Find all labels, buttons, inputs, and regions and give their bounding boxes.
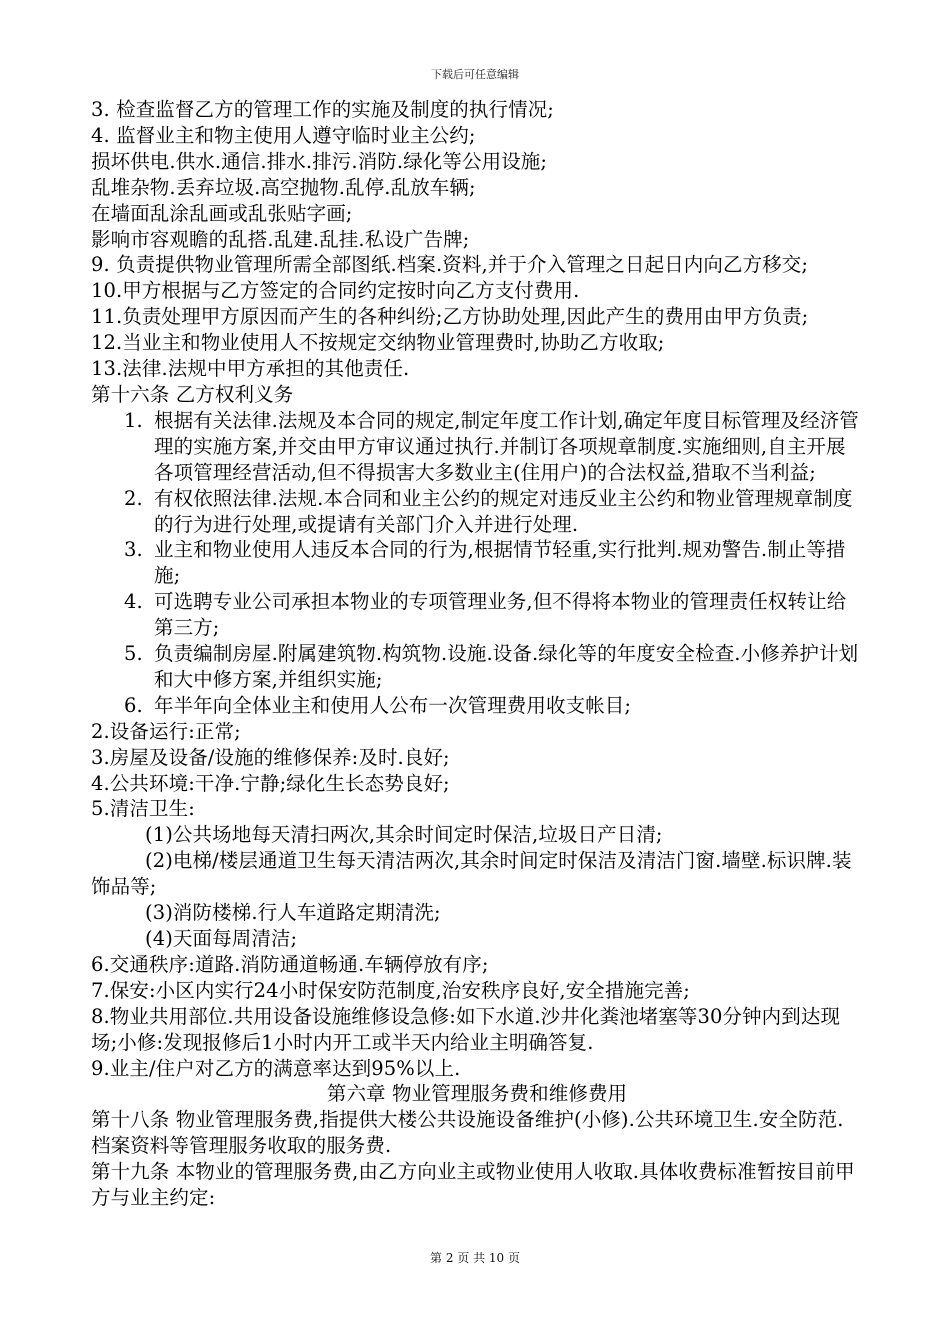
paragraph: 影响市容观瞻的乱搭.乱建.乱挂.私设广告牌; — [91, 227, 470, 251]
list-number: 1. — [124, 408, 143, 432]
list-number: 5. — [124, 642, 143, 666]
cleaning-item: (2)电梯/楼层通道卫生每天清洁两次,其余时间定时保洁及清洁门窗.墙壁.标识牌.装饰品等; — [91, 849, 852, 899]
paragraph: 7.保安:小区内实行24小时保安防范制度,治安秩序良好,安全措施完善; — [91, 978, 690, 1002]
paragraph: 6.交通秩序:道路.消防通道畅通.车辆停放有序; — [91, 952, 489, 976]
list-item — [91, 408, 863, 486]
cleaning-item: (4)天面每周清洁; — [145, 927, 298, 950]
list-item — [91, 589, 863, 641]
paragraph: 9.业主/住户对乙方的满意率达到95%以上. — [91, 1056, 461, 1080]
page-header: 下载后可任意编辑 — [431, 68, 519, 81]
paragraph: 损坏供电.供水.通信.排水.排污.消防.绿化等公用设施; — [91, 149, 548, 173]
paragraph: 11.负责处理甲方原因而产生的各种纠纷;乙方协助处理,因此产生的费用由甲方负责; — [91, 305, 809, 329]
list-number: 4. — [124, 590, 143, 614]
list-number: 2. — [124, 486, 143, 510]
section-heading: 第十六条 乙方权利义务 — [91, 382, 294, 406]
chapter-heading: 第六章 物业管理服务费和维修费用 — [326, 1082, 628, 1106]
paragraph: 乱堆杂物.丢弃垃圾.高空抛物.乱停.乱放车辆; — [91, 175, 476, 199]
page-footer: 第 2 页 共 10 页 — [430, 1251, 520, 1265]
document-body — [91, 97, 863, 1211]
list-item — [91, 641, 863, 693]
paragraph: 在墙面乱涂乱画或乱张贴字画; — [91, 201, 353, 225]
list-item — [91, 537, 863, 589]
paragraph: 第十八条 物业管理服务费,指提供大楼公共设施设备维护(小修).公共环境卫生.安全防范.档案资料等管理服务收取的服务费. — [91, 1108, 844, 1158]
list-text: 业主和物业使用人违反本合同的行为,根据情节轻重,实行批判.规劝警告.制止等措施; — [154, 538, 846, 588]
paragraph: 5.清洁卫生: — [91, 797, 195, 821]
paragraph: 3.房屋及设备/设施的维修保养:及时.良好; — [91, 745, 450, 769]
paragraph: 13.法律.法规中甲方承担的其他责任. — [91, 357, 410, 381]
paragraph: 4. 监督业主和物主使用人遵守临时业主公约; — [91, 123, 476, 147]
list-text: 负责编制房屋.附属建筑物.构筑物.设施.设备.绿化等的年度安全检查.小修养护计划和大中修方案,并组织实施; — [154, 642, 859, 691]
list-text: 年半年向全体业主和使用人公布一次管理费用收支帐目; — [154, 693, 632, 717]
paragraph: 4.公共环境:干净.宁静;绿化生长态势良好; — [91, 771, 450, 795]
paragraph: 2.设备运行:正常; — [91, 719, 241, 743]
paragraph: 3. 检查监督乙方的管理工作的实施及制度的执行情况; — [91, 98, 554, 121]
list-number: 3. — [124, 538, 143, 562]
cleaning-item: (3)消防楼梯.行人车道路定期清洗; — [145, 901, 441, 925]
list-text: 有权依照法律.法规.本合同和业主公约的规定对违反业主公约和物业管理规章制度的行为进行处理,或提请有关部门介入并进行处理. — [154, 486, 853, 536]
list-number: 6. — [124, 693, 143, 717]
paragraph: 第十九条 本物业的管理服务费,由乙方向业主或物业使用人收取.具体收费标准暂按目前甲方与业主约定: — [91, 1160, 855, 1210]
paragraph: 8.物业共用部位.共用设备设施维修设急修:如下水道.沙井化粪池堵塞等30分钟内到达现场;小修:发现报修后1小时内开工或半天内给业主明确答复. — [91, 1004, 841, 1054]
paragraph: 9. 负责提供物业管理所需全部图纸.档案.资料,并于介入管理之日起日内向乙方移交; — [91, 253, 809, 277]
list-text: 可选聘专业公司承担本物业的专项管理业务,但不得将本物业的管理责任权转让给第三方; — [154, 590, 847, 640]
paragraph: 10.甲方根据与乙方签定的合同约定按时向乙方支付费用. — [91, 279, 580, 303]
list-item — [91, 486, 863, 538]
cleaning-item: (1)公共场地每天清扫两次,其余时间定时保洁,垃圾日产日清; — [145, 823, 663, 847]
list-item — [91, 693, 863, 719]
list-text: 根据有关法律.法规及本合同的规定,制定年度工作计划,确定年度目标管理及经济管理的实施方案,并交由甲方审议通过执行.并制订各项规章制度.实施细则,自主开展各项管理经营活动,但不得损害大多数业主(住用户)的合法权益,猎取不当利益; — [154, 408, 859, 484]
paragraph: 12.当业主和物业使用人不按规定交纳物业管理费时,协助乙方收取; — [91, 331, 665, 355]
